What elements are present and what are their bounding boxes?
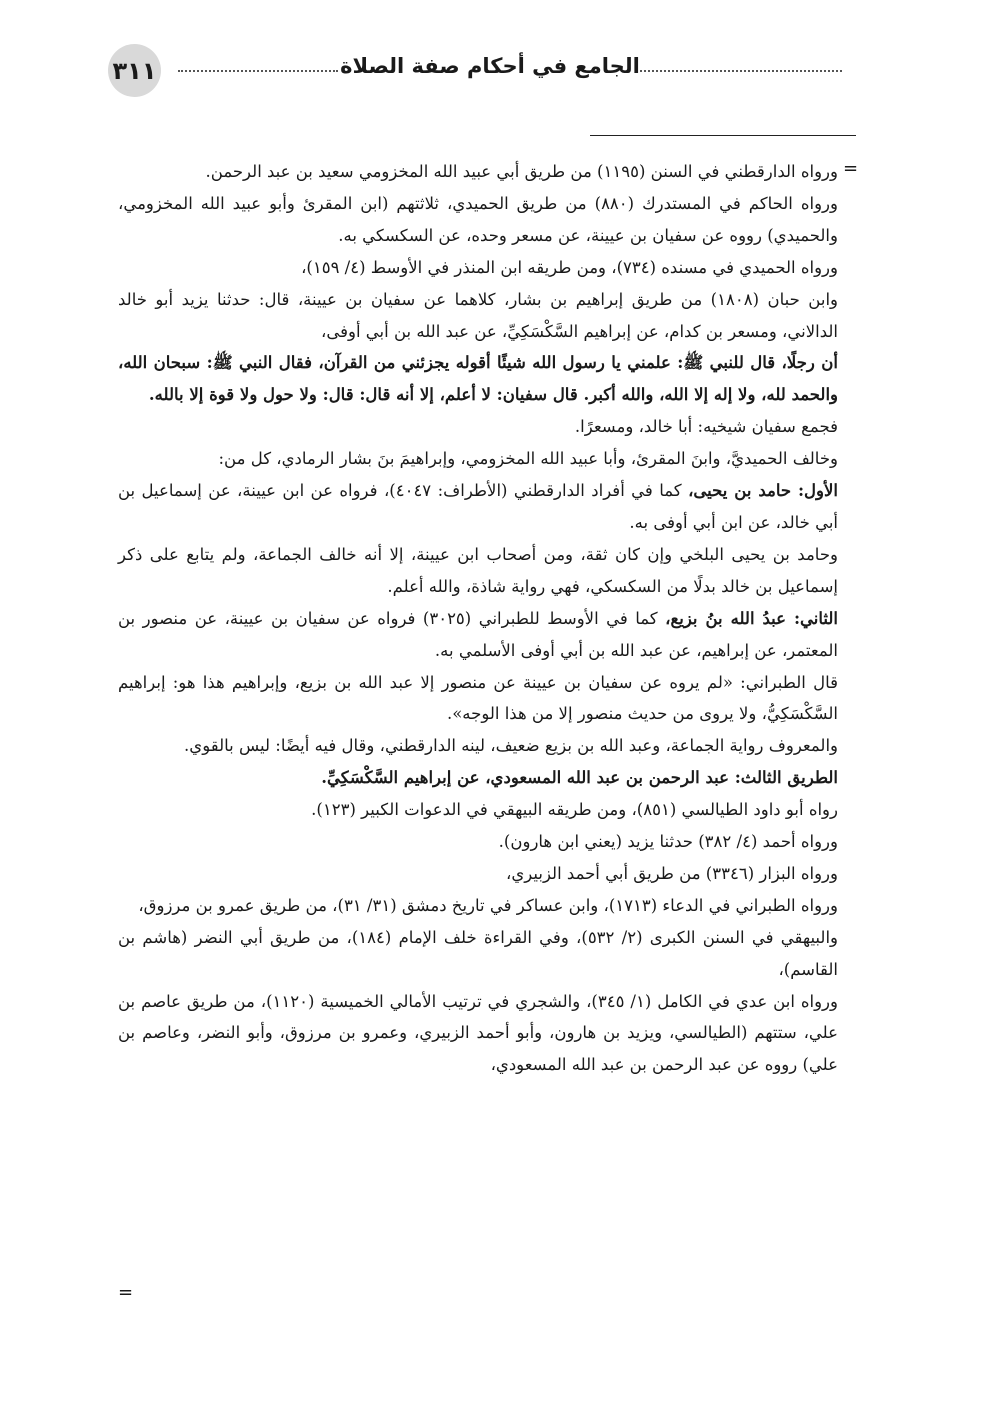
paragraph: فجمع سفيان شيخيه: أبا خالد، ومسعرًا. <box>574 417 838 437</box>
paragraph: والمعروف رواية الجماعة، وعبد الله بن بزيع ضعيف، لينه الدارقطني، وقال فيه أيضًا: ليس بالقوي. <box>184 736 838 756</box>
footnote-separator-rule <box>590 135 856 136</box>
paragraph: قال الطبراني: «لم يروه عن سفيان بن عيينة عن منصور إلا عبد الله بن بزيع، وإبراهيم هذا هو: إبراهيم السَّكْسَكِيُّ، ولا يروى من حديث منصور إلا من هذا الوجه». <box>118 672 838 724</box>
paragraph: ورواه الدارقطني في السنن (١١٩٥) من طريق أبي عبيد الله المخزومي سعيد بن عبد الرحمن. <box>205 162 838 181</box>
paragraph: والبيهقي في السنن الكبرى (٢/ ٥٣٢)، وفي القراءة خلف الإمام (١٨٤)، من طريق أبي النضر (هاشم بن القاسم)، <box>118 927 838 979</box>
section-heading: الطريق الثالث: عبد الرحمن بن عبد الله المسعودي، عن إبراهيم السَّكْسَكِيِّ. <box>321 768 838 788</box>
header-dotted-leader-left <box>178 54 338 72</box>
paragraph: ورواه ابن عدي في الكامل (١/ ٣٤٥)، والشجري في ترتيب الأمالي الخميسية (١١٢٠)، من طريق عاصم بن علي، ستتهم (الطيالسي، ويزيد بن هارون، وأبو أحمد الزبيري، وعمرو بن مرزوق، وأبو النضر، وعاصم بن علي) رووه عن عبد الرحمن بن عبد الله المسعودي، <box>118 991 838 1075</box>
paragraph: وابن حبان (١٨٠٨) من طريق إبراهيم بن بشار، كلاهما عن سفيان بن عيينة، قال: حدثنا يزيد أبو خالد الدالاني، ومسعر بن كدام، عن إبراهيم السَّكْسَكِيِّ، عن عبد الله بن أبي أوفى، <box>118 289 838 341</box>
paragraph: وحامد بن يحيى البلخي وإن كان ثقة، ومن أصحاب ابن عيينة، إلا أنه خالف الجماعة، ولم يتابع على ذكر إسماعيل بن خالد بدلًا من السكسكي، فهي رواية شاذة، والله أعلم. <box>118 544 838 596</box>
footnote-body <box>118 156 838 1081</box>
paragraph: رواه أبو داود الطيالسي (٨٥١)، ومن طريقه البيهقي في الدعوات الكبير (١٢٣). <box>311 800 838 820</box>
continuation-marker-end: = <box>118 1282 134 1303</box>
running-title: الجامع في أحكام صفة الصلاة <box>340 54 640 78</box>
paragraph: الثاني: عبدُ الله بنُ بزيع، كما في الأوسط للطبراني (٣٠٢٥) فرواه عن سفيان بن عيينة، عن منصور بن المعتمر، عن إبراهيم، عن عبد الله بن أبي أوفى الأسلمي به. <box>118 608 838 660</box>
paragraph: ورواه البزار (٣٣٤٦) من طريق أبي أحمد الزبيري، <box>506 863 838 883</box>
paragraph-label: الثاني: عبدُ الله بنُ بزيع، <box>665 608 838 628</box>
page-number: ٣١١ <box>108 44 161 97</box>
paragraph: ورواه الحميدي في مسنده (٧٣٤)، ومن طريقه ابن المنذر في الأوسط (٤/ ١٥٩)، <box>301 257 838 277</box>
paragraph: الأول: حامد بن يحيى، كما في أفراد الدارقطني (الأطراف: ٤٠٤٧)، فرواه عن ابن عيينة، عن إسماعيل بن أبي خالد، عن ابن أبي أوفى به. <box>118 481 838 532</box>
paragraph: ورواه أحمد (٤/ ٣٨٢) حدثنا يزيد (يعني ابن هارون). <box>498 832 838 852</box>
hadith-text-bold: أن رجلًا، قال للنبي ﷺ: علمني يا رسول الله شيئًا أقوله يجزئني من القرآن، فقال النبي ﷺ: سبحان الله، والحمد لله، ولا إله إلا الله، والله أكبر. قال سفيان: لا أعلم، إلا أنه قال: قال: ولا حول ولا قوة إلا بالله. <box>118 353 838 405</box>
header-dotted-leader-right <box>640 54 842 72</box>
paragraph: وخالف الحميديَّ، وابنَ المقرئ، وأبا عبيد الله المخزومي، وإبراهيمَ بنَ بشار الرمادي، كل من: <box>218 449 838 469</box>
paragraph-label: الأول: حامد بن يحيى، <box>688 481 838 501</box>
paragraph: ورواه الحاكم في المستدرك (٨٨٠) من طريق الحميدي، ثلاثتهم (ابن المقرئ وأبو عبيد الله المخزومي، والحميدي) رووه عن سفيان بن عيينة، عن مسعر وحده، عن السكسكي به. <box>118 193 838 245</box>
continuation-marker-start: = <box>843 158 859 179</box>
paragraph: ورواه الطبراني في الدعاء (١٧١٣)، وابن عساكر في تاريخ دمشق (٣١/ ٣١)، من طريق عمرو بن مرزوق، <box>138 895 838 915</box>
